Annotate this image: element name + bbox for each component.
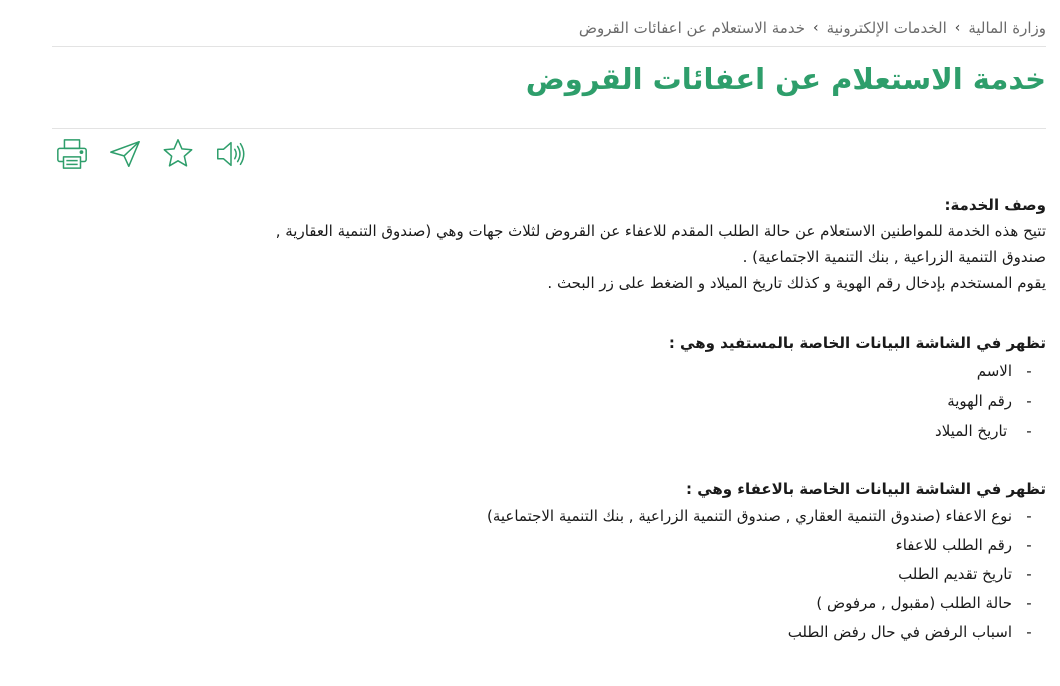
exemption-heading: تظهر في الشاشة البيانات الخاصة بالاعفاء وهي : xyxy=(685,480,1046,498)
list-item: -اسباب الرفض في حال رفض الطلب xyxy=(787,623,1032,641)
description-line: صندوق التنمية الزراعية , بنك التنمية الاجتماعية) . xyxy=(742,248,1046,266)
breadcrumb-item-eservices[interactable]: الخدمات الإلكترونية xyxy=(826,19,947,37)
send-icon xyxy=(108,137,142,171)
description-line: يقوم المستخدم بإدخال رقم الهوية و كذلك تاريخ الميلاد و الضغط على زر البحث . xyxy=(547,274,1046,292)
star-icon xyxy=(161,137,195,171)
title-divider xyxy=(52,128,1046,129)
share-button[interactable] xyxy=(107,136,143,172)
breadcrumb-separator: › xyxy=(812,20,819,36)
breadcrumb-separator: › xyxy=(954,20,961,36)
speaker-icon xyxy=(214,137,248,171)
page-title: خدمة الاستعلام عن اعفائات القروض xyxy=(525,62,1046,96)
beneficiary-heading: تظهر في الشاشة البيانات الخاصة بالمستفيد وهي : xyxy=(668,334,1046,352)
list-item: -رقم الطلب للاعفاء xyxy=(895,536,1032,554)
description-heading: وصف الخدمة: xyxy=(944,196,1046,214)
list-item: -رقم الهوية xyxy=(947,392,1032,410)
service-description xyxy=(52,192,1046,647)
list-item: -نوع الاعفاء (صندوق التنمية العقاري , صندوق التنمية الزراعية , بنك التنمية الاجتماعية) xyxy=(486,507,1032,525)
breadcrumb-item-ministry[interactable]: وزارة المالية xyxy=(968,19,1046,37)
list-item: -الاسم xyxy=(976,362,1032,380)
breadcrumb-item-current: خدمة الاستعلام عن اعفائات القروض xyxy=(578,19,805,37)
share-toolbar xyxy=(54,136,249,172)
favorite-button[interactable] xyxy=(160,136,196,172)
print-button[interactable] xyxy=(54,136,90,172)
print-icon xyxy=(55,137,89,171)
listen-button[interactable] xyxy=(213,136,249,172)
list-item: -حالة الطلب (مقبول , مرفوض ) xyxy=(816,594,1032,612)
description-line: تتيح هذه الخدمة للمواطنين الاستعلام عن حالة الطلب المقدم للاعفاء عن القروض لثلاث جهات وهي (صندوق التنمية العقارية , xyxy=(275,222,1046,240)
list-item: -تاريخ تقديم الطلب xyxy=(898,565,1032,583)
breadcrumb xyxy=(52,14,1046,47)
list-item: - تاريخ الميلاد xyxy=(935,422,1032,440)
